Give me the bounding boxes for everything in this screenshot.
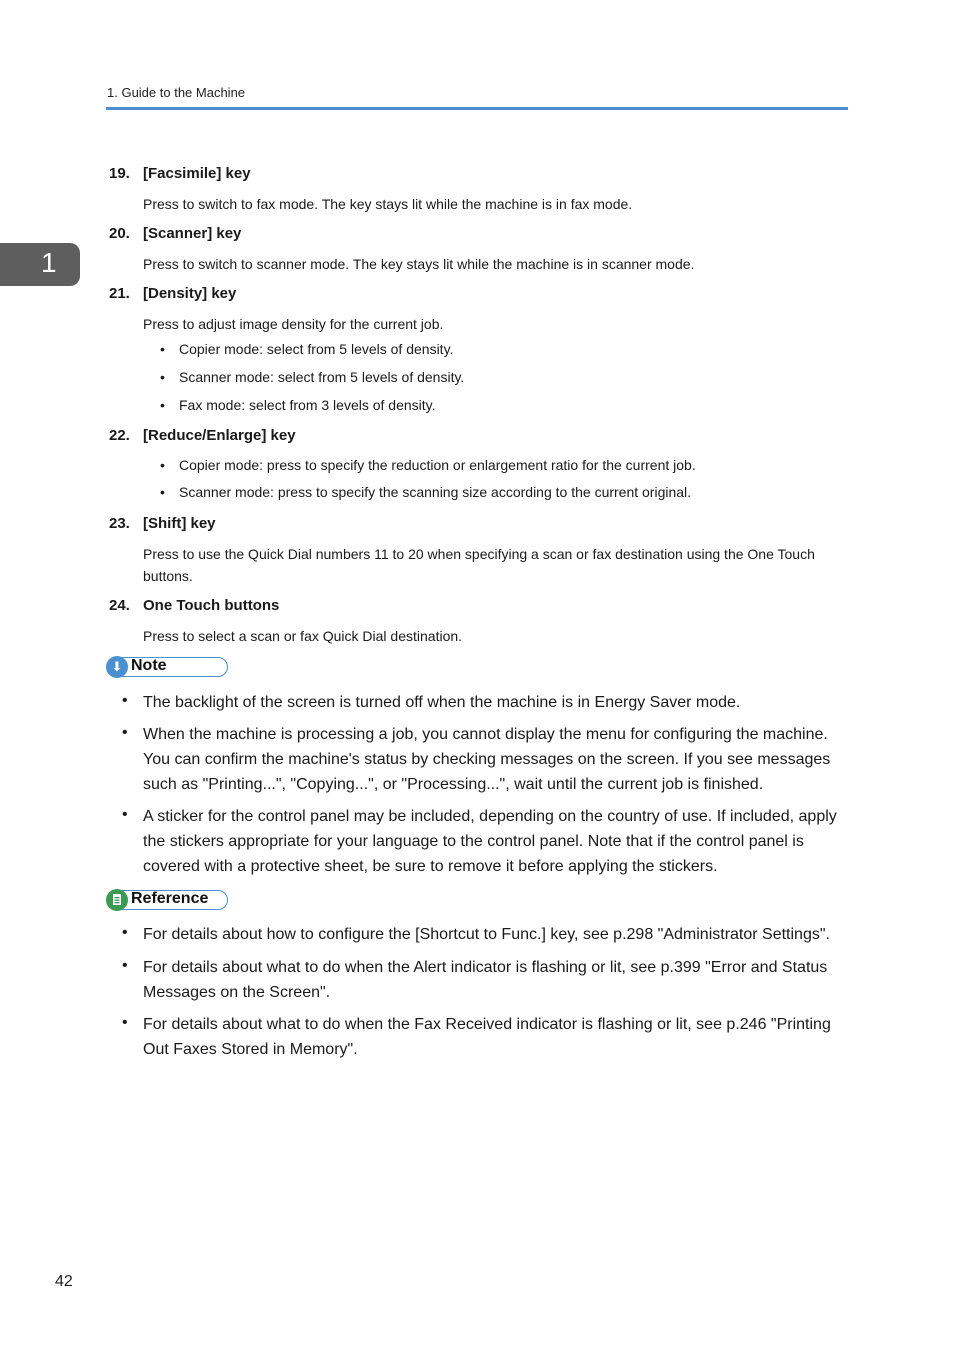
note-item: A sticker for the control panel may be included, depending on the country of use. If included, apply the stickers appropriate for your language to the control panel. Note that if the control panel is covered with a protective sheet, be sure to remove it before applying the stickers. bbox=[143, 808, 837, 875]
item-title: One Touch buttons bbox=[143, 597, 280, 614]
down-arrow-icon: ⬇ bbox=[106, 656, 128, 678]
item-number: 22. bbox=[109, 427, 130, 444]
item-description: Press to switch to fax mode. The key stays lit while the machine is in fax mode. bbox=[143, 196, 633, 212]
running-head: 1. Guide to the Machine bbox=[107, 85, 246, 100]
bullet-dot: • bbox=[122, 806, 128, 823]
item-description: Press to switch to scanner mode. The key stays lit while the machine is in scanner mode. bbox=[143, 256, 695, 272]
chapter-tab-number: 1 bbox=[41, 247, 57, 278]
item-title: [Scanner] key bbox=[143, 225, 242, 242]
note-badge bbox=[107, 657, 228, 677]
bullet-dot: • bbox=[160, 397, 165, 413]
item-number: 21. bbox=[109, 285, 130, 302]
bullet-dot: • bbox=[122, 692, 128, 709]
item-number: 20. bbox=[109, 225, 130, 242]
reference-item: For details about what to do when the Fax Received indicator is flashing or lit, see p.246 "Printing Out Faxes Stored in Memory". bbox=[143, 1016, 831, 1058]
bullet-dot: • bbox=[160, 457, 165, 473]
item-title: [Density] key bbox=[143, 285, 237, 302]
note-label: Note bbox=[131, 657, 167, 674]
page-number: 42 bbox=[55, 1273, 73, 1290]
reference-item: For details about what to do when the Alert indicator is flashing or lit, see p.399 "Error and Status Messages on the Screen". bbox=[143, 959, 828, 1001]
list-item: Copier mode: press to specify the reduction or enlargement ratio for the current job. bbox=[179, 457, 696, 473]
reference-item: For details about how to configure the [Shortcut to Func.] key, see p.298 "Administrator Settings". bbox=[143, 926, 830, 943]
item-description: Press to use the Quick Dial numbers 11 to 20 when specifying a scan or fax destination using the One Touch buttons. bbox=[143, 546, 815, 584]
item-title: [Reduce/Enlarge] key bbox=[143, 427, 296, 444]
bullet-dot: • bbox=[122, 924, 128, 941]
document-icon bbox=[106, 889, 128, 911]
item-description: Press to adjust image density for the current job. bbox=[143, 316, 444, 332]
item-number: 23. bbox=[109, 515, 130, 532]
bullet-dot: • bbox=[122, 724, 128, 741]
bullet-dot: • bbox=[160, 484, 165, 500]
bullet-dot: • bbox=[160, 341, 165, 357]
item-description: Press to select a scan or fax Quick Dial destination. bbox=[143, 628, 463, 644]
note-item: The backlight of the screen is turned off when the machine is in Energy Saver mode. bbox=[143, 694, 741, 711]
list-item: Copier mode: select from 5 levels of density. bbox=[179, 341, 454, 357]
item-number: 24. bbox=[109, 597, 130, 614]
chapter-tab bbox=[0, 243, 80, 286]
header-rule bbox=[106, 107, 848, 110]
list-item: Scanner mode: press to specify the scanning size according to the current original. bbox=[179, 484, 692, 500]
reference-label: Reference bbox=[131, 890, 209, 907]
item-title: [Shift] key bbox=[143, 515, 216, 532]
reference-badge bbox=[107, 890, 228, 910]
item-number: 19. bbox=[109, 165, 130, 182]
bullet-dot: • bbox=[160, 369, 165, 385]
list-item: Scanner mode: select from 5 levels of density. bbox=[179, 369, 465, 385]
note-item: When the machine is processing a job, you cannot display the menu for configuring the machine. You can confirm the machine's status by checking messages on the screen. If you see messages such as "Printing...", "Copying...", or "Processing...", wait until the current job is finished. bbox=[143, 726, 831, 793]
bullet-dot: • bbox=[122, 957, 128, 974]
item-title: [Facsimile] key bbox=[143, 165, 251, 182]
list-item: Fax mode: select from 3 levels of density. bbox=[179, 397, 436, 413]
bullet-dot: • bbox=[122, 1014, 128, 1031]
